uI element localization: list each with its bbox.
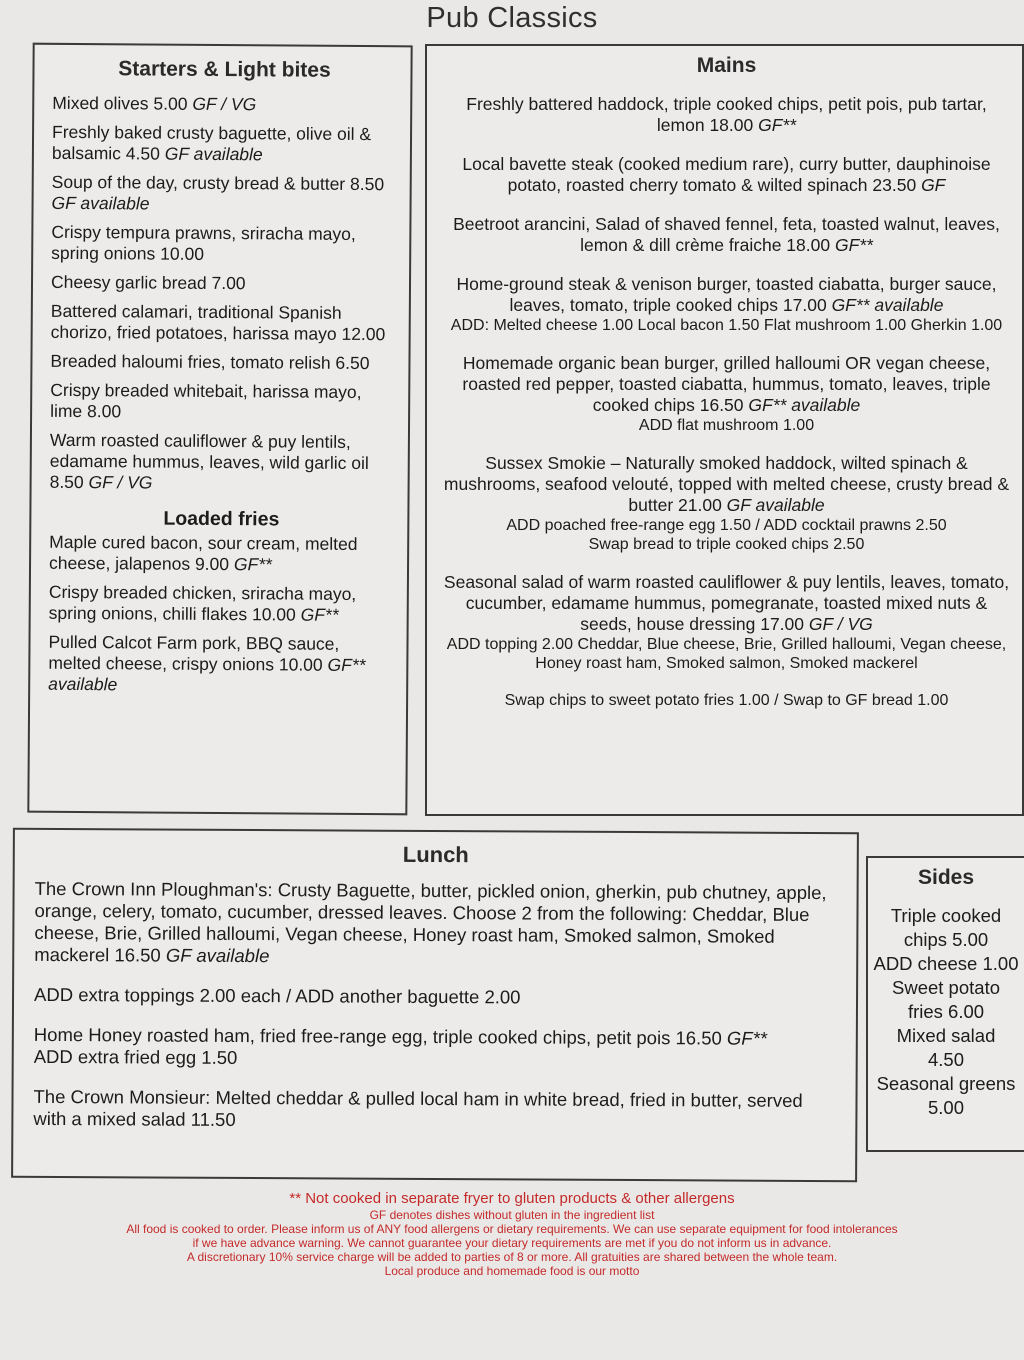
menu-item-addons: ADD: Melted cheese 1.00 Local bacon 1.50 Flat mushroom 1.00 Gherkin 1.00 xyxy=(450,317,1003,334)
menu-item: Maple cured bacon, sour cream, melted cheese, jalapenos 9.00 GF** xyxy=(48,531,358,575)
side-item: ADD cheese 1.00 xyxy=(873,953,1019,974)
mains-section xyxy=(425,44,1024,816)
allergen-notes xyxy=(0,1190,1024,1278)
service-charge-note: A discretionary 10% service charge will be added to parties of 8 or more. All gratuities are shared between the whole team. xyxy=(186,1250,838,1264)
menu-item: Pulled Calcot Farm pork, BBQ sauce, melted cheese, crispy onions 10.00 GF** available xyxy=(48,631,366,695)
side-item: Mixed salad xyxy=(896,1025,996,1046)
motto: Local produce and homemade food is our motto xyxy=(384,1264,640,1278)
allergen-note: All food is cooked to order. Please inform us of ANY food allergens or dietary requirements. We can use separate equipment for food intolerances xyxy=(126,1222,898,1236)
menu-item: Battered calamari, traditional Spanish chorizo, fried potatoes, harissa mayo 12.00 xyxy=(50,300,386,345)
side-item: 4.50 xyxy=(927,1049,964,1070)
menu-item: Freshly battered haddock, triple cooked chips, petit pois, pub tartar, lemon 18.00 GF** xyxy=(466,94,987,135)
mains-heading: Mains xyxy=(696,54,757,77)
menu-item: Home-ground steak & venison burger, toasted ciabatta, burger sauce, leaves, tomato, triple cooked chips 17.00 GF** available ADD: Melted cheese 1.00 Local bacon 1.50 Flat mushroom 1.00 Gherkin 1.00 xyxy=(441,274,1012,335)
page-title: Pub Classics xyxy=(426,2,598,34)
menu-item: Freshly baked crusty baguette, olive oil & balsamic 4.50 GF available xyxy=(51,121,372,165)
menu-item: The Crown Monsieur: Melted cheddar & pulled local ham in white bread, fried in butter, served with a mixed salad 11.50 xyxy=(33,1085,803,1130)
menu-item: Local bavette steak (cooked medium rare), curry butter, dauphinoise potato, roasted cherry tomato & wilted spinach 23.50 GF xyxy=(462,154,991,195)
side-item: Sweet potato xyxy=(892,977,1000,998)
side-item: Seasonal greens xyxy=(876,1073,1016,1094)
menu-item: Crispy breaded whitebait, harissa mayo, lime 8.00 xyxy=(50,379,362,422)
starters-heading: Starters & Light bites xyxy=(118,57,331,82)
starters-section xyxy=(27,43,412,816)
sides-heading: Sides xyxy=(917,866,975,889)
menu-item: Cheesy garlic bread 7.00 xyxy=(50,271,246,294)
menu-item: Sussex Smokie – Naturally smoked haddock, wilted spinach & mushrooms, seafood velouté, topped with melted cheese, crusty bread & butter 21.00 GF available ADD poached free-range egg 1.50 / ADD cocktail prawns 2.50 Swap bread to triple cooked chips 2.50 xyxy=(441,453,1012,554)
menu-item: Crispy tempura prawns, sriracha mayo, spring onions 10.00 xyxy=(51,221,356,264)
menu-item: The Crown Inn Ploughman's: Crusty Baguette, butter, pickled onion, gherkin, pub chutney, apple, orange, celery, tomato, cucumber, dressed leaves. Choose 2 from the following: Cheddar, Blue cheese, Brie, Grilled halloumi, Vegan cheese, Honey roast ham, Smoked salmon, Smoked mackerel 16.50 GF available xyxy=(34,877,827,967)
menu-item: Beetroot arancini, Salad of shaved fennel, feta, toasted walnut, leaves, lemon & dill crème fraiche 18.00 GF** xyxy=(453,214,1000,255)
menu-item: Breaded haloumi fries, tomato relish 6.50 xyxy=(50,350,370,374)
menu-item: Home Honey roasted ham, fried free-range egg, triple cooked chips, petit pois 16.50 GF** ADD extra fried egg 1.50 xyxy=(33,1023,768,1068)
advance-warning-note: if we have advance warning. We cannot guarantee your dietary requirements are met if you do not inform us in advance. xyxy=(192,1236,832,1250)
menu-item-addons: Swap bread to triple cooked chips 2.50 xyxy=(588,536,865,553)
loaded-fries-heading: Loaded fries xyxy=(163,507,280,531)
swap-note: Swap chips to sweet potato fries 1.00 / Swap to GF bread 1.00 xyxy=(504,692,949,709)
menu-item: Seasonal salad of warm roasted cauliflower & puy lentils, leaves, tomato, cucumber, edamame hummus, pomegranate, toasted mixed nuts & seeds, house dressing 17.00 GF / VG ADD topping 2.00 Cheddar, Blue cheese, Brie, Grilled halloumi, Vegan cheese, Honey roast ham, Smoked salmon, Smoked mackerel xyxy=(441,572,1012,673)
side-item: 5.00 xyxy=(927,1097,964,1118)
menu-item: Crispy breaded chicken, sriracha mayo, spring onions, chilli flakes 10.00 GF** xyxy=(48,581,357,625)
menu-item: ADD extra toppings 2.00 each / ADD another baguette 2.00 xyxy=(33,983,521,1008)
side-item: fries 6.00 xyxy=(907,1001,985,1022)
side-item: Triple cooked xyxy=(890,905,1002,926)
menu-item: Warm roasted cauliflower & puy lentils, edamame hummus, leaves, wild garlic oil 8.50 GF / VG xyxy=(49,429,369,493)
lunch-heading: Lunch xyxy=(402,841,469,868)
menu-item: Homemade organic bean burger, grilled halloumi OR vegan cheese, roasted red pepper, toasted ciabatta, hummus, tomato, leaves, triple cooked chips 16.50 GF** available ADD flat mushroom 1.00 xyxy=(441,353,1012,435)
sides-section xyxy=(866,856,1024,1152)
side-item: chips 5.00 xyxy=(903,929,989,950)
menu-item-addons: ADD poached free-range egg 1.50 / ADD cocktail prawns 2.50 xyxy=(506,517,947,534)
gf-note: GF denotes dishes without gluten in the ingredient list xyxy=(369,1208,655,1222)
menu-item-addons: ADD topping 2.00 Cheddar, Blue cheese, Brie, Grilled halloumi, Vegan cheese, Honey roast ham, Smoked salmon, Smoked mackerel xyxy=(446,636,1007,672)
menu-item: Mixed olives 5.00 GF / VG xyxy=(52,92,257,115)
lunch-section xyxy=(11,828,859,1182)
fryer-note: ** Not cooked in separate fryer to gluten products & other allergens xyxy=(289,1190,735,1207)
menu-item: Soup of the day, crusty bread & butter 8.50 GF available xyxy=(51,171,385,214)
menu-item-addons: ADD flat mushroom 1.00 xyxy=(638,417,815,434)
